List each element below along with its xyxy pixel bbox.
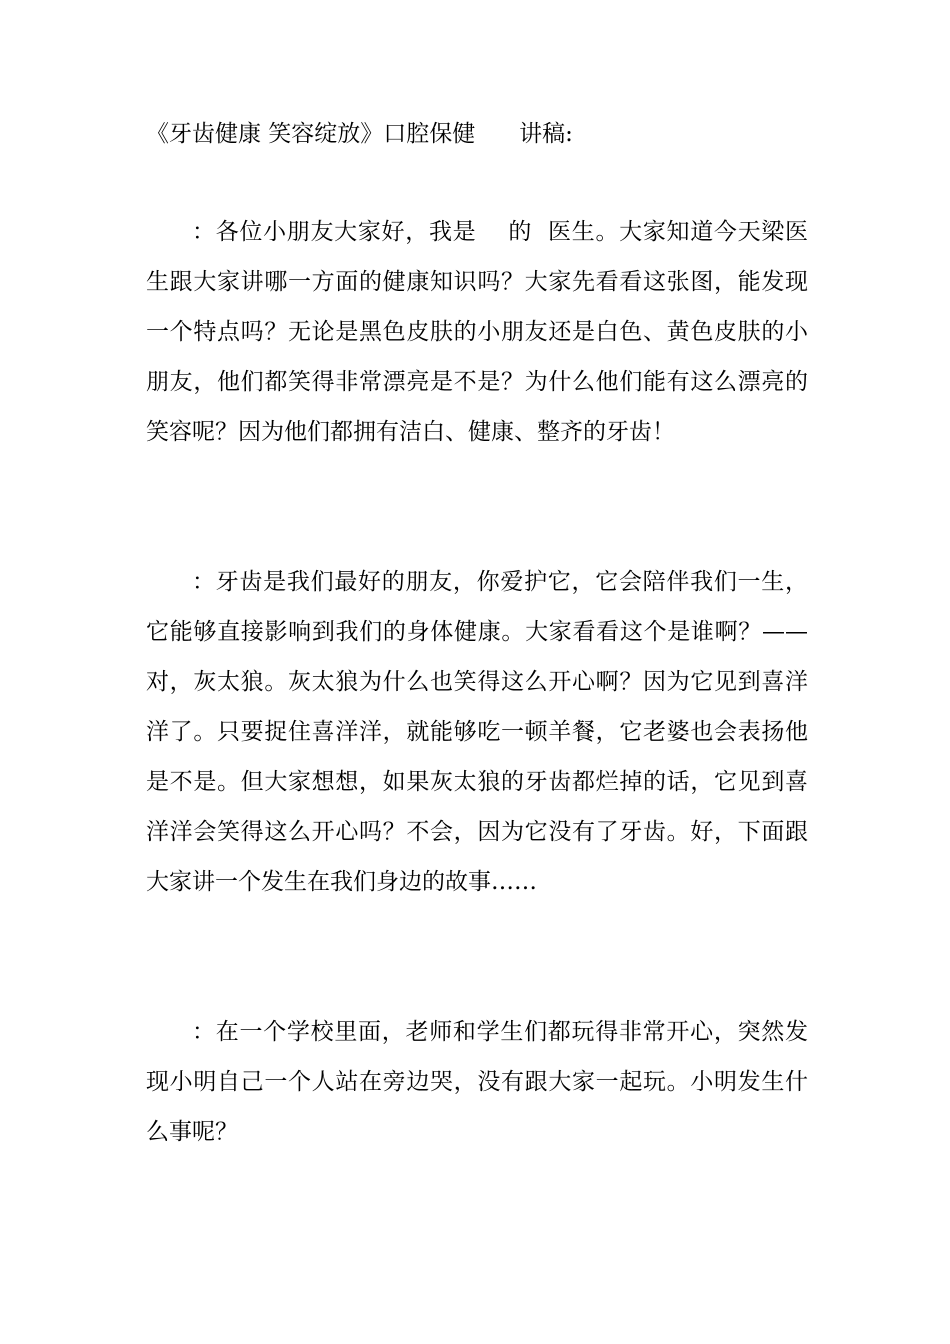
paragraph-1: ：各位小朋友大家好，我是 的 医生。大家知道今天梁医生跟大家讲哪一方面的健康知识吗？大家先看看这张图，能发现一个特点吗？无论是黑色皮肤的小朋友还是白色、黄色皮肤的小朋友，他们都笑得非常漂亮是不是？为什么他们能有这么漂亮的笑容呢？因为他们都拥有洁白、健康、整齐的牙齿！: [146, 219, 808, 445]
paragraph-2: ：牙齿是我们最好的朋友，你爱护它，它会陪伴我们一生，它能够直接影响到我们的身体健康。大家看看这个是谁啊？——对，灰太狼。灰太狼为什么也笑得这么开心啊？因为它见到喜洋洋了。只要捉住喜洋洋，就能够吃一顿羊餐，它老婆也会表扬他是不是。但大家想想，如果灰太狼的牙齿都烂掉的话，它见到喜洋洋会笑得这么开心吗？不会，因为它没有了牙齿。好，下面跟大家讲一个发生在我们身边的故事……: [146, 569, 808, 895]
document-title: 《牙齿健康 笑容绽放》口腔保健 讲稿:: [146, 121, 573, 147]
paragraph-3: ：在一个学校里面，老师和学生们都玩得非常开心，突然发现小明自己一个人站在旁边哭，没有跟大家一起玩。小明发生什么事呢？: [146, 1019, 808, 1145]
